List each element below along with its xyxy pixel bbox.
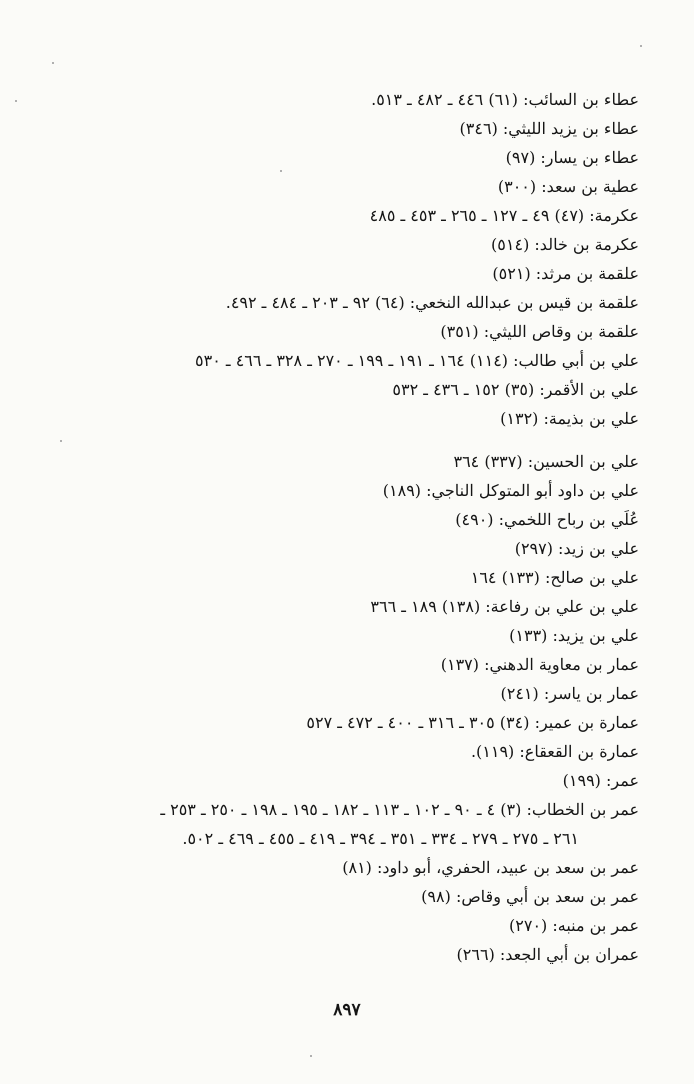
section-gap [59,433,639,447]
list-item: عطاء بن يسار: (٩٧) [505,148,639,167]
list-item: علي بن بذيمة: (١٣٢) [500,409,639,428]
scan-speck [640,45,642,47]
list-item: علي بن داود أبو المتوكل الناجي: (١٨٩) [382,481,639,500]
list-item: علي بن يزيد: (١٣٣) [509,626,639,645]
scan-speck [280,170,282,172]
list-item: علي بن صالح: (١٣٣) ١٦٤ [470,568,639,587]
list-item: علقمة بن قيس بن عبدالله النخعي: (٦٤) ٩٢ ـ ٢٠٣ ـ ٤٨٤ ـ ٤٩٢. [225,293,639,312]
scan-speck [60,440,62,442]
list-item: علقمة بن وقاص الليثي: (٣٥١) [440,322,639,341]
list-item: عكرمة بن خالد: (٥١٤) [491,235,639,254]
list-item: عطية بن سعد: (٣٠٠) [497,177,639,196]
list-item: عمران بن أبي الجعد: (٢٦٦) [456,945,639,964]
list-item: عمر بن منبه: (٢٧٠) [509,916,639,935]
list-item: عمار بن ياسر: (٢٤١) [500,684,639,703]
list-item-continuation: ٢٦١ ـ ٢٧٥ ـ ٢٧٩ ـ ٣٣٤ ـ ٣٥١ ـ ٣٩٤ ـ ٤١٩ ـ ٤٥٥ ـ ٤٦٩ ـ ٥٠٢. [182,829,579,848]
list-item: عمر بن الخطاب: (٣) ٤ ـ ٩٠ ـ ١٠٢ ـ ١١٣ ـ ١٨٢ ـ ١٩٥ ـ ١٩٨ ـ ٢٥٠ ـ ٢٥٣ ـ [160,800,639,819]
scan-speck [310,1055,312,1057]
scan-speck [15,100,17,102]
name-index-list [59,85,639,969]
list-item: علي بن علي بن رفاعة: (١٣٨) ١٨٩ ـ ٣٦٦ [370,597,639,616]
list-item: علي بن زيد: (٢٩٧) [514,539,639,558]
list-item: عطاء بن السائب: (٦١) ٤٤٦ ـ ٤٨٢ ـ ٥١٣. [371,90,639,109]
list-item: علي بن الأقمر: (٣٥) ١٥٢ ـ ٤٣٦ ـ ٥٣٢ [392,380,639,399]
list-item: علي بن الحسين: (٣٣٧) ٣٦٤ [453,452,639,471]
list-item: عمر: (١٩٩) [562,771,639,790]
page-number: ٨٩٧ [333,1000,361,1020]
scan-speck [52,62,54,64]
list-item: عمار بن معاوية الدهني: (١٣٧) [440,655,639,674]
list-item: علقمة بن مرثد: (٥٢١) [492,264,639,283]
list-item: عمر بن سعد بن أبي وقاص: (٩٨) [421,887,639,906]
list-item: عطاء بن يزيد الليثي: (٣٤٦) [459,119,639,138]
list-item: عمارة بن عمير: (٣٤) ٣٠٥ ـ ٣١٦ ـ ٤٠٠ ـ ٤٧٢ ـ ٥٢٧ [306,713,639,732]
list-item: عمارة بن القعقاع: (١١٩). [470,742,639,761]
list-item: عكرمة: (٤٧) ٤٩ ـ ١٢٧ ـ ٢٦٥ ـ ٤٥٣ ـ ٤٨٥ [369,206,639,225]
list-item: علي بن أبي طالب: (١١٤) ١٦٤ ـ ١٩١ ـ ١٩٩ ـ ٢٧٠ ـ ٣٢٨ ـ ٤٦٦ ـ ٥٣٠ [195,351,639,370]
list-item: عمر بن سعد بن عبيد، الحفري، أبو داود: (٨١) [342,858,639,877]
list-item: عُلَي بن رباح اللخمي: (٤٩٠) [455,510,639,529]
